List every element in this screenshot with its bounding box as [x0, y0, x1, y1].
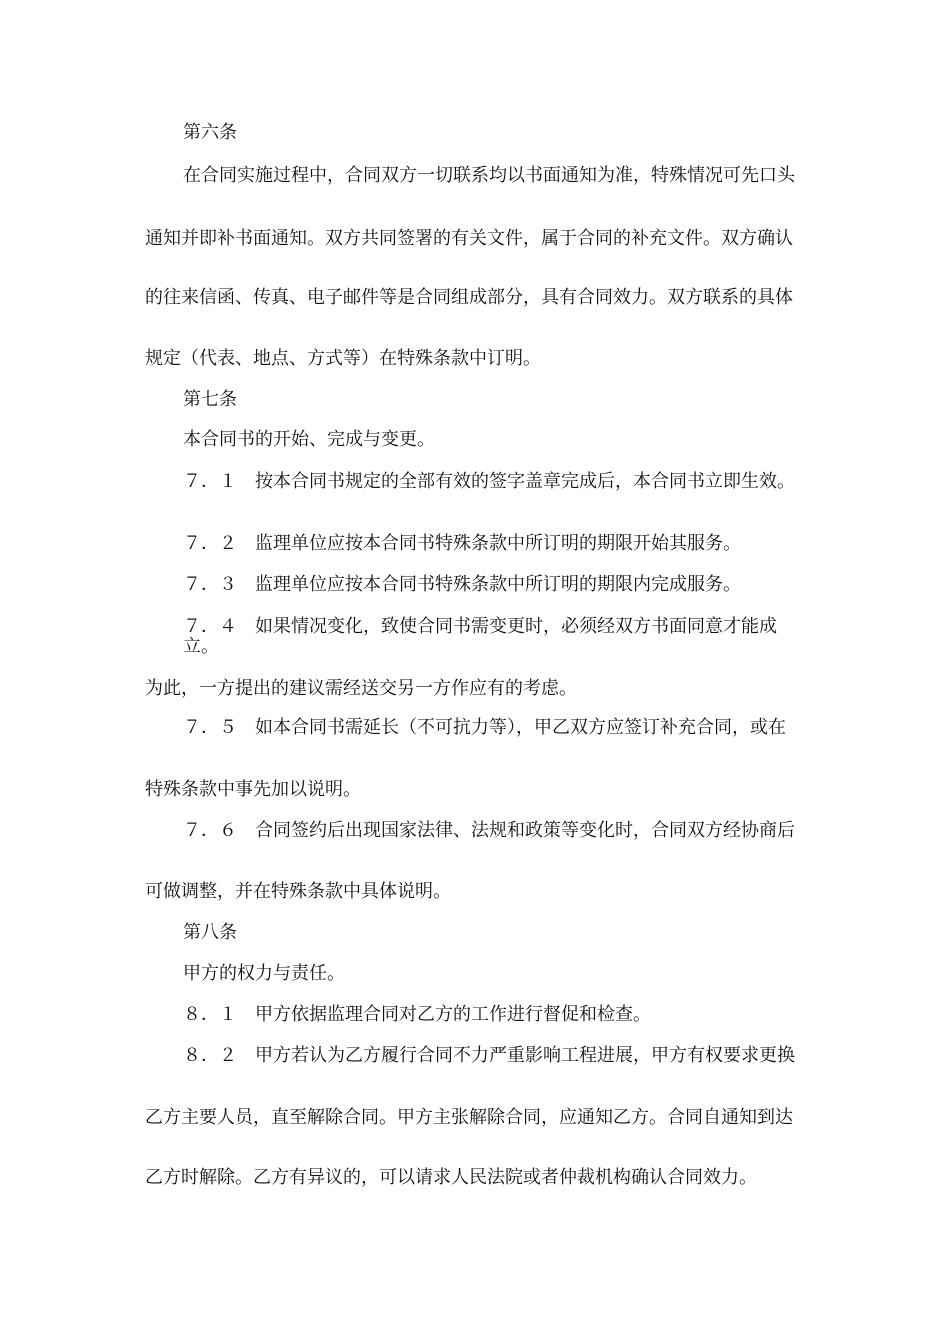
- paragraph-line: 甲方的权力与责任。: [183, 963, 345, 984]
- clause-7-1: ７．１ 按本合同书规定的全部有效的签字盖章完成后，本合同书立即生效。: [183, 471, 795, 492]
- paragraph-line: 通知并即补书面通知。双方共同签署的有关文件，属于合同的补充文件。双方确认: [145, 228, 793, 249]
- paragraph-line: 为此，一方提出的建议需经送交另一方作应有的考虑。: [145, 678, 577, 699]
- clause-7-4: ７．４ 如果情况变化，致使合同书需变更时，必须经双方书面同意才能成立。: [183, 616, 777, 657]
- paragraph-line: 可做调整，并在特殊条款中具体说明。: [145, 881, 451, 902]
- paragraph-line: 的往来信函、传真、电子邮件等是合同组成部分，具有合同效力。双方联系的具体: [145, 287, 793, 308]
- clause-7-2: ７．２ 监理单位应按本合同书特殊条款中所订明的期限开始其服务。: [183, 533, 741, 554]
- article-6-heading: 第六条: [183, 122, 237, 143]
- clause-8-2: ８．２ 甲方若认为乙方履行合同不力严重影响工程进展，甲方有权要求更换: [183, 1045, 795, 1066]
- clause-7-3: ７．３ 监理单位应按本合同书特殊条款中所订明的期限内完成服务。: [183, 574, 741, 595]
- paragraph-line: 乙方主要人员，直至解除合同。甲方主张解除合同，应通知乙方。合同自通知到达: [145, 1107, 793, 1128]
- clause-8-1: ８．１ 甲方依据监理合同对乙方的工作进行督促和检查。: [183, 1004, 651, 1025]
- paragraph-line: 规定（代表、地点、方式等）在特殊条款中订明。: [145, 348, 541, 369]
- article-7-heading: 第七条: [183, 389, 237, 410]
- paragraph-line: 乙方时解除。乙方有异议的，可以请求人民法院或者仲裁机构确认合同效力。: [145, 1167, 757, 1188]
- paragraph-line: 本合同书的开始、完成与变更。: [183, 429, 435, 450]
- clause-7-6: ７．６ 合同签约后出现国家法律、法规和政策等变化时，合同双方经协商后: [183, 820, 795, 841]
- paragraph-line: 特殊条款中事先加以说明。: [145, 779, 361, 800]
- article-8-heading: 第八条: [183, 922, 237, 943]
- paragraph-line: 在合同实施过程中，合同双方一切联系均以书面通知为准，特殊情况可先口头: [183, 165, 795, 186]
- clause-7-5: ７．５ 如本合同书需延长（不可抗力等），甲乙双方应签订补充合同，或在: [183, 717, 786, 738]
